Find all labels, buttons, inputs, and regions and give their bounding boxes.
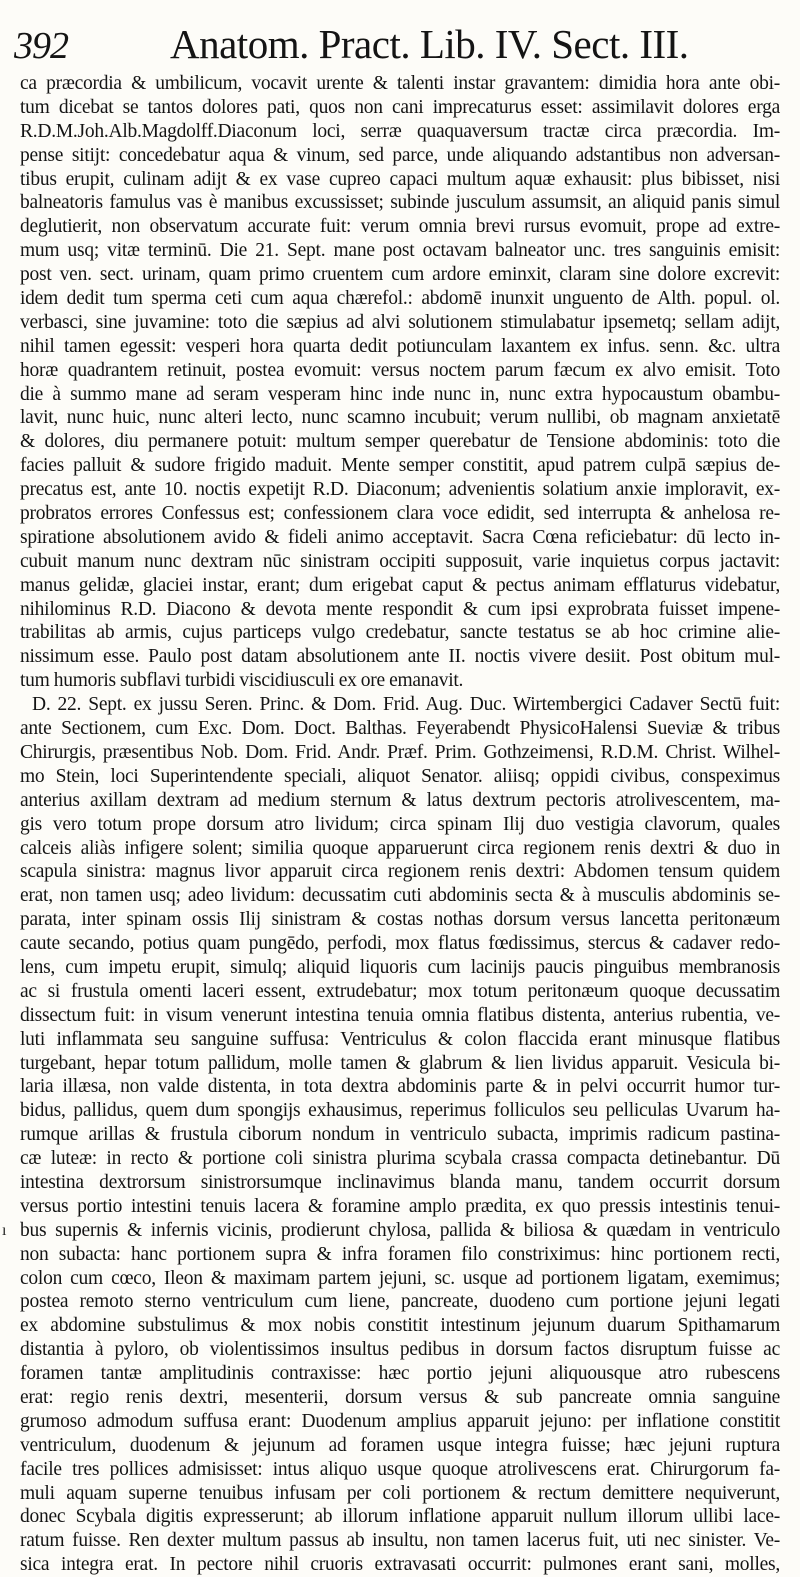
text-line: non subacta: hanc portionem supra & infra foramen filo constriximus: hinc portionem recti, <box>20 1243 780 1265</box>
text-line: D. 22. Sept. ex jussu Seren. Princ. & Dom. Frid. Aug. Duc. Wirtembergici Cadaver Sectū fuit: <box>32 694 780 716</box>
text-line: sica integra erat. In pectore nihil cruoris extravasati occurrit: pulmones erant sani, molles, <box>20 1554 780 1576</box>
text-line: post ven. sect. urinam, quam primo cruentem cum ardore eminxit, claram sine dolore excrevit: <box>20 264 780 286</box>
page-header <box>14 20 784 70</box>
body-text <box>20 72 780 1576</box>
text-line: R.D.M.Joh.Alb.Magdolff.Diaconum loci, serræ quaquaversum tractæ circa præcordia. Im- <box>20 120 780 142</box>
text-line: ex abdomine substulimus & mox nobis constitit intestinum jejunum duarum Spithamarum <box>20 1315 780 1337</box>
text-line: luti inflammata seu sanguine suffusa: Ventriculus & colon flaccida erant minusque flatibus <box>20 1028 780 1050</box>
text-line: dissectum fuit: in visum venerunt intestina tenuia omnia flatibus distenta, anterius rubentia, ve- <box>20 1004 780 1026</box>
text-line: nihil tamen egessit: vesperi hora quarta dedit potiunculam laxantem ex infus. senn. &c. ultra <box>20 335 780 357</box>
text-line: lavit, nunc huic, nunc alteri lecto, nunc scamno incubuit; verum nullibi, ob magnam anxietatē <box>20 407 780 429</box>
text-line: facile tres pollices admisisset: intus aliquo usque quoque atrolivescens erat. Chirurgorum fa- <box>20 1458 780 1480</box>
text-line: deglutierit, non observatum accurate fuit: verum omnia brevi rursus evomuit, prope ad extre- <box>20 216 780 238</box>
text-line: mo Stein, loci Superintendente speciali, aliquot Senator. aliisq; oppidi civibus, conspeximus <box>20 765 780 787</box>
text-line: ventriculum, duodenum & jejunum ad foramen usque integra fuisse; hæc jejuni ruptura <box>20 1434 780 1456</box>
text-line: foramen tantæ amplitudinis contraxisse: hæc portio jejuni aliquousque atro rubescens <box>20 1363 780 1385</box>
text-line: erat, non tamen usq; adeo lividum: decussatim cuti abdominis secta & à musculis abdominis se- <box>20 885 780 907</box>
text-line: caute secando, potius quam pungēdo, perfodi, mox flatus fœdissimus, stercus & cadaver redo- <box>20 933 780 955</box>
text-line: facies palluit & sudore frigido maduit. Mente semper constitit, apud patrem culpā sæpius de- <box>20 455 780 477</box>
text-line: ante Sectionem, cum Exc. Dom. Doct. Balthas. Feyerabendt PhysicoHalensi Sueviæ & tribus <box>20 718 780 740</box>
text-line: horæ quadrantem retinuit, postea evomuit: versus noctem parum fæcum ex alvo emisit. Toto <box>20 359 780 381</box>
text-line: idem dedit tum sperma ceti cum aqua chærefol.: abdomē inunxit unguento de Alth. popul. ol. <box>20 288 780 310</box>
text-line: die à summo mane ad seram vesperam hinc inde nunc in, nunc extra hypocaustum obambu- <box>20 383 780 405</box>
text-line: postea remoto sterno ventriculum cum liene, pancreate, duodeno cum portione jejuni legati <box>20 1291 780 1313</box>
text-line: versus portio intestini tenuis lacera & foramine amplo prædita, ex quo pressis intestinis tenui- <box>20 1195 780 1217</box>
text-line: spiratione absolutionem avido & fideli animo acceptavit. Sacra Cœna reficiebatur: dū lecto in- <box>20 526 780 548</box>
text-line: colon cum cœco, Ileon & maximam partem jejuni, sc. usque ad portionem ligatam, exemimus; <box>20 1267 780 1289</box>
text-line: pense sitijt: concedebatur aqua & vinum, sed parce, unde aliquando adstantibus non adversan- <box>20 144 780 166</box>
text-line: bidus, pallidus, quem dum spongijs exhausimus, reperimus folliculos seu pelliculas Uvarum ha- <box>20 1100 780 1122</box>
text-line: verbasci, sine juvamine: toto die sæpius ad alvi solutionem stimulabatur ipsemetq; sellam adijt, <box>20 311 780 333</box>
text-line: trabilitas ab armis, cujus particeps vulgo credebatur, sancte testatus se ab hoc crimine alie- <box>20 622 780 644</box>
text-line: lens, cum impetu erupit, simulq; aliquid liquoris cum lacinijs paucis pinguibus membranosis <box>20 956 780 978</box>
text-line: Chirurgis, præsentibus Nob. Dom. Frid. Andr. Præf. Prim. Gothzeimensi, R.D.M. Christ. Wilhel- <box>20 741 780 763</box>
text-line: cæ luteæ: in recto & portione coli sinistra plurima scybala crassa compacta detinebantur. Dū <box>20 1148 780 1170</box>
text-line: donec Scybala digitis expresserunt; ab illorum inflatione apparuit nullum illorum ullibi lace- <box>20 1506 780 1528</box>
text-line: laria illæsa, non valde distenta, in tota dextra abdominis parte & in pelvi occurrit humor tur- <box>20 1076 780 1098</box>
text-line: anterius axillam dextram ad medium sternum & latus dextrum pectoris atrolivescentem, ma- <box>20 789 780 811</box>
text-line: ca præcordia & umbilicum, vocavit urente & talenti instar gravantem: dimidia hora ante obi- <box>20 73 780 94</box>
text-line: bus supernis & infernis vicinis, prodierunt chylosa, pallida & biliosa & quædam in ventriculo <box>20 1219 780 1241</box>
text-line: cubuit manum nunc dextram nūc sinistram occipiti supposuit, varie inquietus corpus jactavit: <box>20 550 780 572</box>
text-line: tum dicebat se tantos dolores pati, quos non cani imprecaturus esset: assimilavit dolores erga <box>20 96 780 118</box>
text-line: intestina dextrorsum sinistrorsumque inclinavimus blanda manu, tandem occurrit dorsum <box>20 1171 780 1193</box>
running-title: Anatom. Pract. Lib. IV. Sect. III. <box>170 21 689 67</box>
text-line: parata, inter spinam ossis Ilij sinistram & costas nothas dorsum versus lancetta peritonæum <box>20 909 780 931</box>
text-line: probratos errores Confessus est; confessionem clara voce edidit, sed interrupta & anhelosa re- <box>20 503 780 525</box>
page-number: 392 <box>14 25 68 67</box>
text-line: distantia à pyloro, ob violentissimos insultus pedibus in dorsum factos disruptum fuisse ac <box>20 1339 780 1361</box>
text-line: nihilominus R.D. Diacono & devota mente respondit & cum ipsi exprobrata fuisset impene- <box>20 598 780 620</box>
text-line: ac si frustula omenti laceri essent, extrudebatur; mox totum peritonæum quoque decussatim <box>20 980 780 1002</box>
margin-mark: ı <box>2 1222 7 1239</box>
text-line: balneatoris famulus vas è manibus excussisset; subinde jusculum assumsit, an aliquid panis simul <box>20 192 780 214</box>
text-line: calceis aliàs infigere solent; similia quoque apparuerunt circa regionem renis dextri & duo in <box>20 837 780 859</box>
text-line: grumoso admodum suffusa erant: Duodenum amplius apparuit jejuno: per inflatione constitit <box>20 1410 780 1432</box>
text-line: tum humoris subflavi turbidi viscidiusculi ex ore emanavit. <box>20 670 464 692</box>
text-line: turgebant, hepar totum pallidum, molle tamen & glabrum & lien lividus apparuit. Vesicula bi- <box>20 1052 780 1074</box>
text-line: & dolores, diu permanere potuit: multum semper querebatur de Tensione abdominis: toto die <box>20 431 780 453</box>
text-line: mum usq; vitæ terminū. Die 21. Sept. mane post octavam balneator unc. tres sanguinis emisit: <box>20 240 780 262</box>
text-line: rumque arillas & frustula ciborum nondum in ventriculo subacta, imprimis radicum pastina- <box>20 1124 780 1146</box>
text-line: scapula sinistra: magnus livor apparuit circa regionem renis dextri: Abdomen tensum quidem <box>20 861 780 883</box>
text-line: manus gelidæ, glaciei instar, erant; dum erigebat caput & pectus animam efflaturus videbatur, <box>20 574 780 596</box>
text-line: gis vero totum prope dorsum atro lividum; circa spinam Ilij duo vestigia clavorum, quales <box>20 813 780 835</box>
text-line: precatus est, ante 10. noctis expetijt R.D. Diaconum; advenientis solatium anxie imploravit, ex- <box>20 479 780 501</box>
text-line: muli aquam superne tenuibus infusam per coli portionem & rectum demittere nequiverunt, <box>20 1482 780 1504</box>
text-line: tibus erupit, culinam adijt & ex vase cupreo capaci multum aquæ exhausit: plus bibisset, nisi <box>20 168 780 190</box>
text-line: ratum fuisse. Ren dexter multum passus ab insultu, non tamen lacerus fuit, uti nec sinister. Ve- <box>20 1530 780 1552</box>
text-line: erat: regio renis dextri, mesenterii, dorsum versus & sub pancreate omnia sanguine <box>20 1386 780 1408</box>
text-line: nissimum esse. Paulo post datam absolutionem ante II. noctis vivere desiit. Post obitum mul- <box>20 646 780 668</box>
